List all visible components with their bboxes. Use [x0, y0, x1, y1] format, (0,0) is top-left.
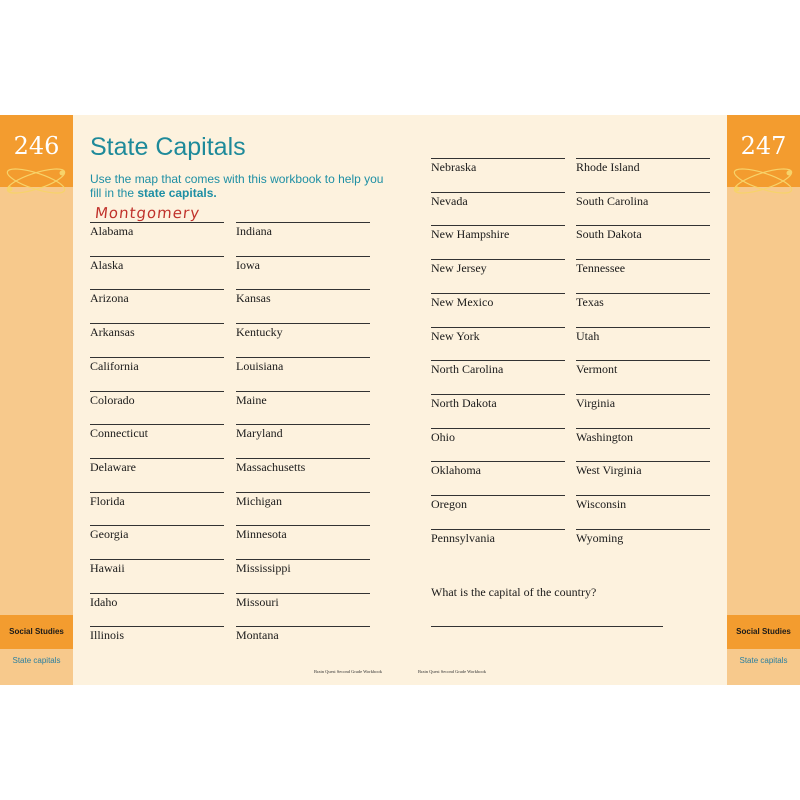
- topic-label-left: State capitals: [12, 656, 61, 665]
- state-answer-row[interactable]: [431, 259, 565, 286]
- state-name: Washington: [576, 429, 634, 444]
- state-name: Missouri: [236, 594, 279, 609]
- state-answer-row[interactable]: [236, 357, 370, 384]
- instructions: [90, 172, 390, 200]
- state-answer-row[interactable]: [90, 391, 224, 418]
- state-answer-row[interactable]: [90, 626, 224, 653]
- footer-left: Brain Quest Second Grade Workbook: [314, 669, 383, 674]
- state-answer-row[interactable]: [236, 323, 370, 350]
- state-name: Rhode Island: [576, 160, 640, 174]
- state-answer-row[interactable]: [576, 192, 710, 219]
- example-answer: Montgomery: [94, 204, 202, 222]
- state-name: Mississippi: [236, 561, 291, 575]
- answer-line[interactable]: [431, 626, 663, 627]
- state-answer-row[interactable]: [576, 327, 710, 354]
- orbit-swirl-icon: [0, 159, 73, 199]
- state-name: Georgia: [90, 527, 129, 542]
- page-title: State Capitals: [90, 133, 246, 161]
- state-name: Connecticut: [90, 426, 148, 441]
- state-answer-row[interactable]: [576, 461, 710, 488]
- state-name: Colorado: [90, 392, 135, 407]
- state-name: North Dakota: [431, 395, 497, 410]
- state-name: Vermont: [576, 362, 618, 377]
- footer-right: Brain Quest Second Grade Workbook: [418, 669, 487, 674]
- state-answer-row[interactable]: [576, 293, 710, 320]
- state-name: Texas: [576, 294, 604, 309]
- state-name: Wisconsin: [576, 497, 627, 511]
- state-answer-row[interactable]: [576, 495, 710, 522]
- state-answer-row[interactable]: [431, 225, 565, 252]
- state-name: Louisiana: [236, 358, 284, 373]
- state-answer-row[interactable]: [576, 529, 710, 556]
- state-answer-row[interactable]: [431, 293, 565, 320]
- state-name: Wyoming: [576, 530, 624, 545]
- state-name: Minnesota: [236, 527, 287, 542]
- state-answer-row[interactable]: [90, 357, 224, 384]
- left-side-band: [0, 115, 73, 685]
- state-name: South Carolina: [576, 193, 649, 208]
- state-answer-row[interactable]: [236, 492, 370, 519]
- state-name: Nevada: [431, 193, 468, 208]
- topic-label-right: State capitals: [739, 656, 788, 665]
- state-name: Arkansas: [90, 325, 135, 340]
- state-answer-row[interactable]: [576, 259, 710, 286]
- state-name: Utah: [576, 328, 600, 343]
- state-name: South Dakota: [576, 227, 642, 242]
- state-name: Idaho: [90, 594, 118, 609]
- state-name: Indiana: [236, 224, 272, 238]
- instruction-bold: state capitals.: [137, 186, 217, 200]
- orbit-swirl-icon: [727, 159, 800, 199]
- state-name: Kansas: [236, 291, 271, 306]
- state-name: Kentucky: [236, 325, 283, 340]
- state-name: Hawaii: [90, 561, 125, 575]
- state-answer-row[interactable]: [576, 360, 710, 387]
- state-answer-row[interactable]: [431, 158, 565, 185]
- page-number-right: 247: [727, 115, 800, 187]
- state-name: Montana: [236, 628, 279, 643]
- state-answer-row[interactable]: [90, 559, 224, 586]
- state-name: Illinois: [90, 628, 125, 643]
- state-name: Pennsylvania: [431, 530, 495, 545]
- state-name: Alabama: [90, 224, 134, 238]
- state-name: Ohio: [431, 429, 455, 444]
- state-answer-row[interactable]: [236, 424, 370, 451]
- state-name: New York: [431, 328, 480, 343]
- state-answer-row[interactable]: [236, 222, 370, 249]
- state-name: Tennessee: [576, 261, 626, 276]
- state-answer-row[interactable]: [431, 495, 565, 522]
- instruction-text: Use the map that comes with this workbook to help you fill in the: [90, 172, 384, 200]
- state-answer-row[interactable]: [90, 323, 224, 350]
- state-answer-row[interactable]: [431, 360, 565, 387]
- subject-label-left: Social Studies: [0, 615, 73, 649]
- state-name: New Jersey: [431, 261, 487, 276]
- state-answer-row[interactable]: [576, 428, 710, 455]
- state-name: California: [90, 358, 139, 373]
- state-answer-row[interactable]: [236, 559, 370, 586]
- state-answer-row[interactable]: [431, 394, 565, 421]
- state-answer-row[interactable]: [236, 525, 370, 552]
- state-name: Massachusetts: [236, 459, 306, 474]
- state-name: Iowa: [236, 257, 260, 272]
- state-name: New Hampshire: [431, 227, 510, 242]
- state-name: Maine: [236, 392, 267, 407]
- state-name: Florida: [90, 493, 125, 508]
- state-answer-row[interactable]: [431, 529, 565, 556]
- state-answer-row[interactable]: [576, 158, 710, 185]
- right-side-band: [727, 115, 800, 685]
- state-name: West Virginia: [576, 463, 642, 478]
- state-name: North Carolina: [431, 362, 504, 377]
- state-answer-row[interactable]: [236, 593, 370, 620]
- state-name: New Mexico: [431, 294, 494, 309]
- state-answer-row[interactable]: [90, 593, 224, 620]
- state-name: Virginia: [576, 395, 616, 410]
- state-answer-row[interactable]: [90, 458, 224, 485]
- state-name: Oklahoma: [431, 463, 481, 478]
- state-answer-row[interactable]: [90, 492, 224, 519]
- state-answer-row[interactable]: [576, 225, 710, 252]
- state-name: Nebraska: [431, 160, 477, 174]
- state-answer-row[interactable]: [236, 289, 370, 316]
- state-name: Oregon: [431, 497, 467, 511]
- state-answer-row[interactable]: [576, 394, 710, 421]
- state-answer-row[interactable]: [236, 256, 370, 283]
- state-answer-row[interactable]: [431, 461, 565, 488]
- state-answer-row[interactable]: [236, 458, 370, 485]
- state-answer-row[interactable]: [236, 626, 370, 653]
- state-name: Michigan: [236, 493, 282, 508]
- state-answer-row[interactable]: [431, 192, 565, 219]
- state-name: Alaska: [90, 257, 124, 272]
- state-name: Maryland: [236, 426, 283, 441]
- state-name: Delaware: [90, 459, 136, 474]
- state-answer-row[interactable]: [431, 327, 565, 354]
- country-capital-question: What is the capital of the country?: [431, 585, 597, 599]
- state-answer-row[interactable]: [90, 256, 224, 283]
- state-name: Arizona: [90, 291, 129, 306]
- state-answer-row[interactable]: [431, 428, 565, 455]
- subject-label-right: Social Studies: [727, 615, 800, 649]
- state-answer-row[interactable]: [90, 525, 224, 552]
- page-number-left: 246: [0, 115, 73, 187]
- state-answer-row[interactable]: [90, 222, 224, 249]
- state-answer-row[interactable]: [90, 424, 224, 451]
- state-answer-row[interactable]: [236, 391, 370, 418]
- state-answer-row[interactable]: [90, 289, 224, 316]
